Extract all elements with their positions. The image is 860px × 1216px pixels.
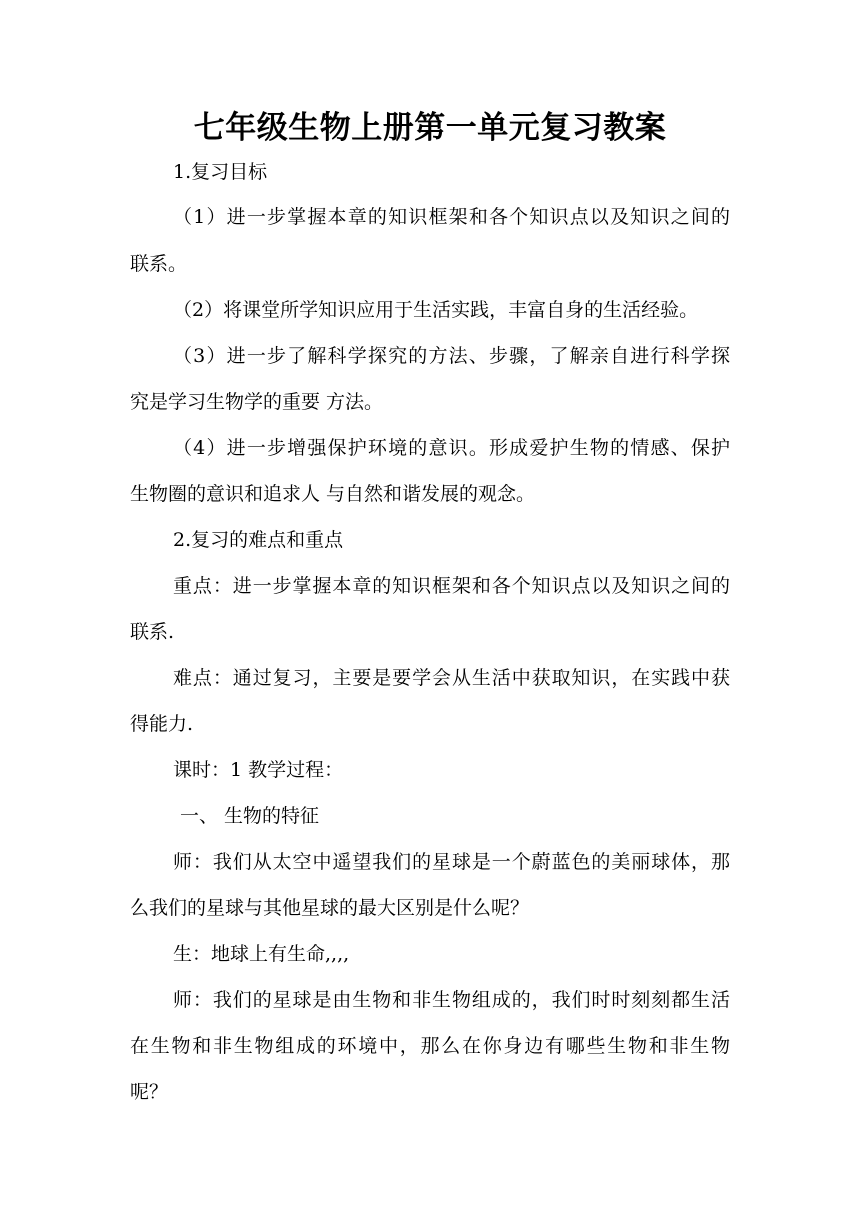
paragraph-line: 重点：进一步掌握本章的知识框架和各个知识点以及知识之间的 bbox=[173, 575, 730, 597]
document-title: 七年级生物上册第一单元复习教案 bbox=[193, 110, 667, 146]
paragraph-line: 师：我们从太空中遥望我们的星球是一个蔚蓝色的美丽球体，那 bbox=[173, 851, 730, 873]
paragraph-line: 生物圈的意识和追求人 与自然和谐发展的观念。 bbox=[130, 483, 536, 505]
heading-review-goals: 1.复习目标 bbox=[173, 161, 268, 183]
paragraph-line: 课时：1 教学过程： bbox=[173, 759, 344, 781]
paragraph-line: 联系. bbox=[130, 621, 175, 643]
paragraph-line: 联系。 bbox=[130, 253, 188, 275]
paragraph-line: 师：我们的星球是由生物和非生物组成的，我们时时刻刻都生活 bbox=[173, 989, 730, 1011]
paragraph-line: 难点：通过复习，主要是要学会从生活中获取知识，在实践中获 bbox=[173, 667, 730, 689]
paragraph-line: 究是学习生物学的重要 方法。 bbox=[130, 391, 384, 413]
heading-key-points: 2.复习的难点和重点 bbox=[173, 529, 344, 551]
paragraph-line: （1）进一步掌握本章的知识框架和各个知识点以及知识之间的 bbox=[173, 206, 730, 228]
paragraph-line: 生：地球上有生命,,,, bbox=[173, 943, 350, 965]
paragraph-line: （4）进一步增强保护环境的意识。形成爱护生物的情感、保护 bbox=[173, 437, 730, 459]
paragraph-line: 呢？ bbox=[130, 1081, 169, 1103]
section-heading: 一、 生物的特征 bbox=[180, 805, 320, 827]
paragraph-line: （2）将课堂所学知识应用于生活实践，丰富自身的生活经验。 bbox=[173, 299, 699, 321]
paragraph-line: 么我们的星球与其他星球的最大区别是什么呢？ bbox=[130, 897, 530, 919]
paragraph-line: （3）进一步了解科学探究的方法、步骤，了解亲自进行科学探 bbox=[173, 345, 730, 367]
paragraph-line: 在生物和非生物组成的环境中，那么在你身边有哪些生物和非生物 bbox=[130, 1035, 730, 1057]
paragraph-line: 得能力. bbox=[130, 713, 194, 735]
